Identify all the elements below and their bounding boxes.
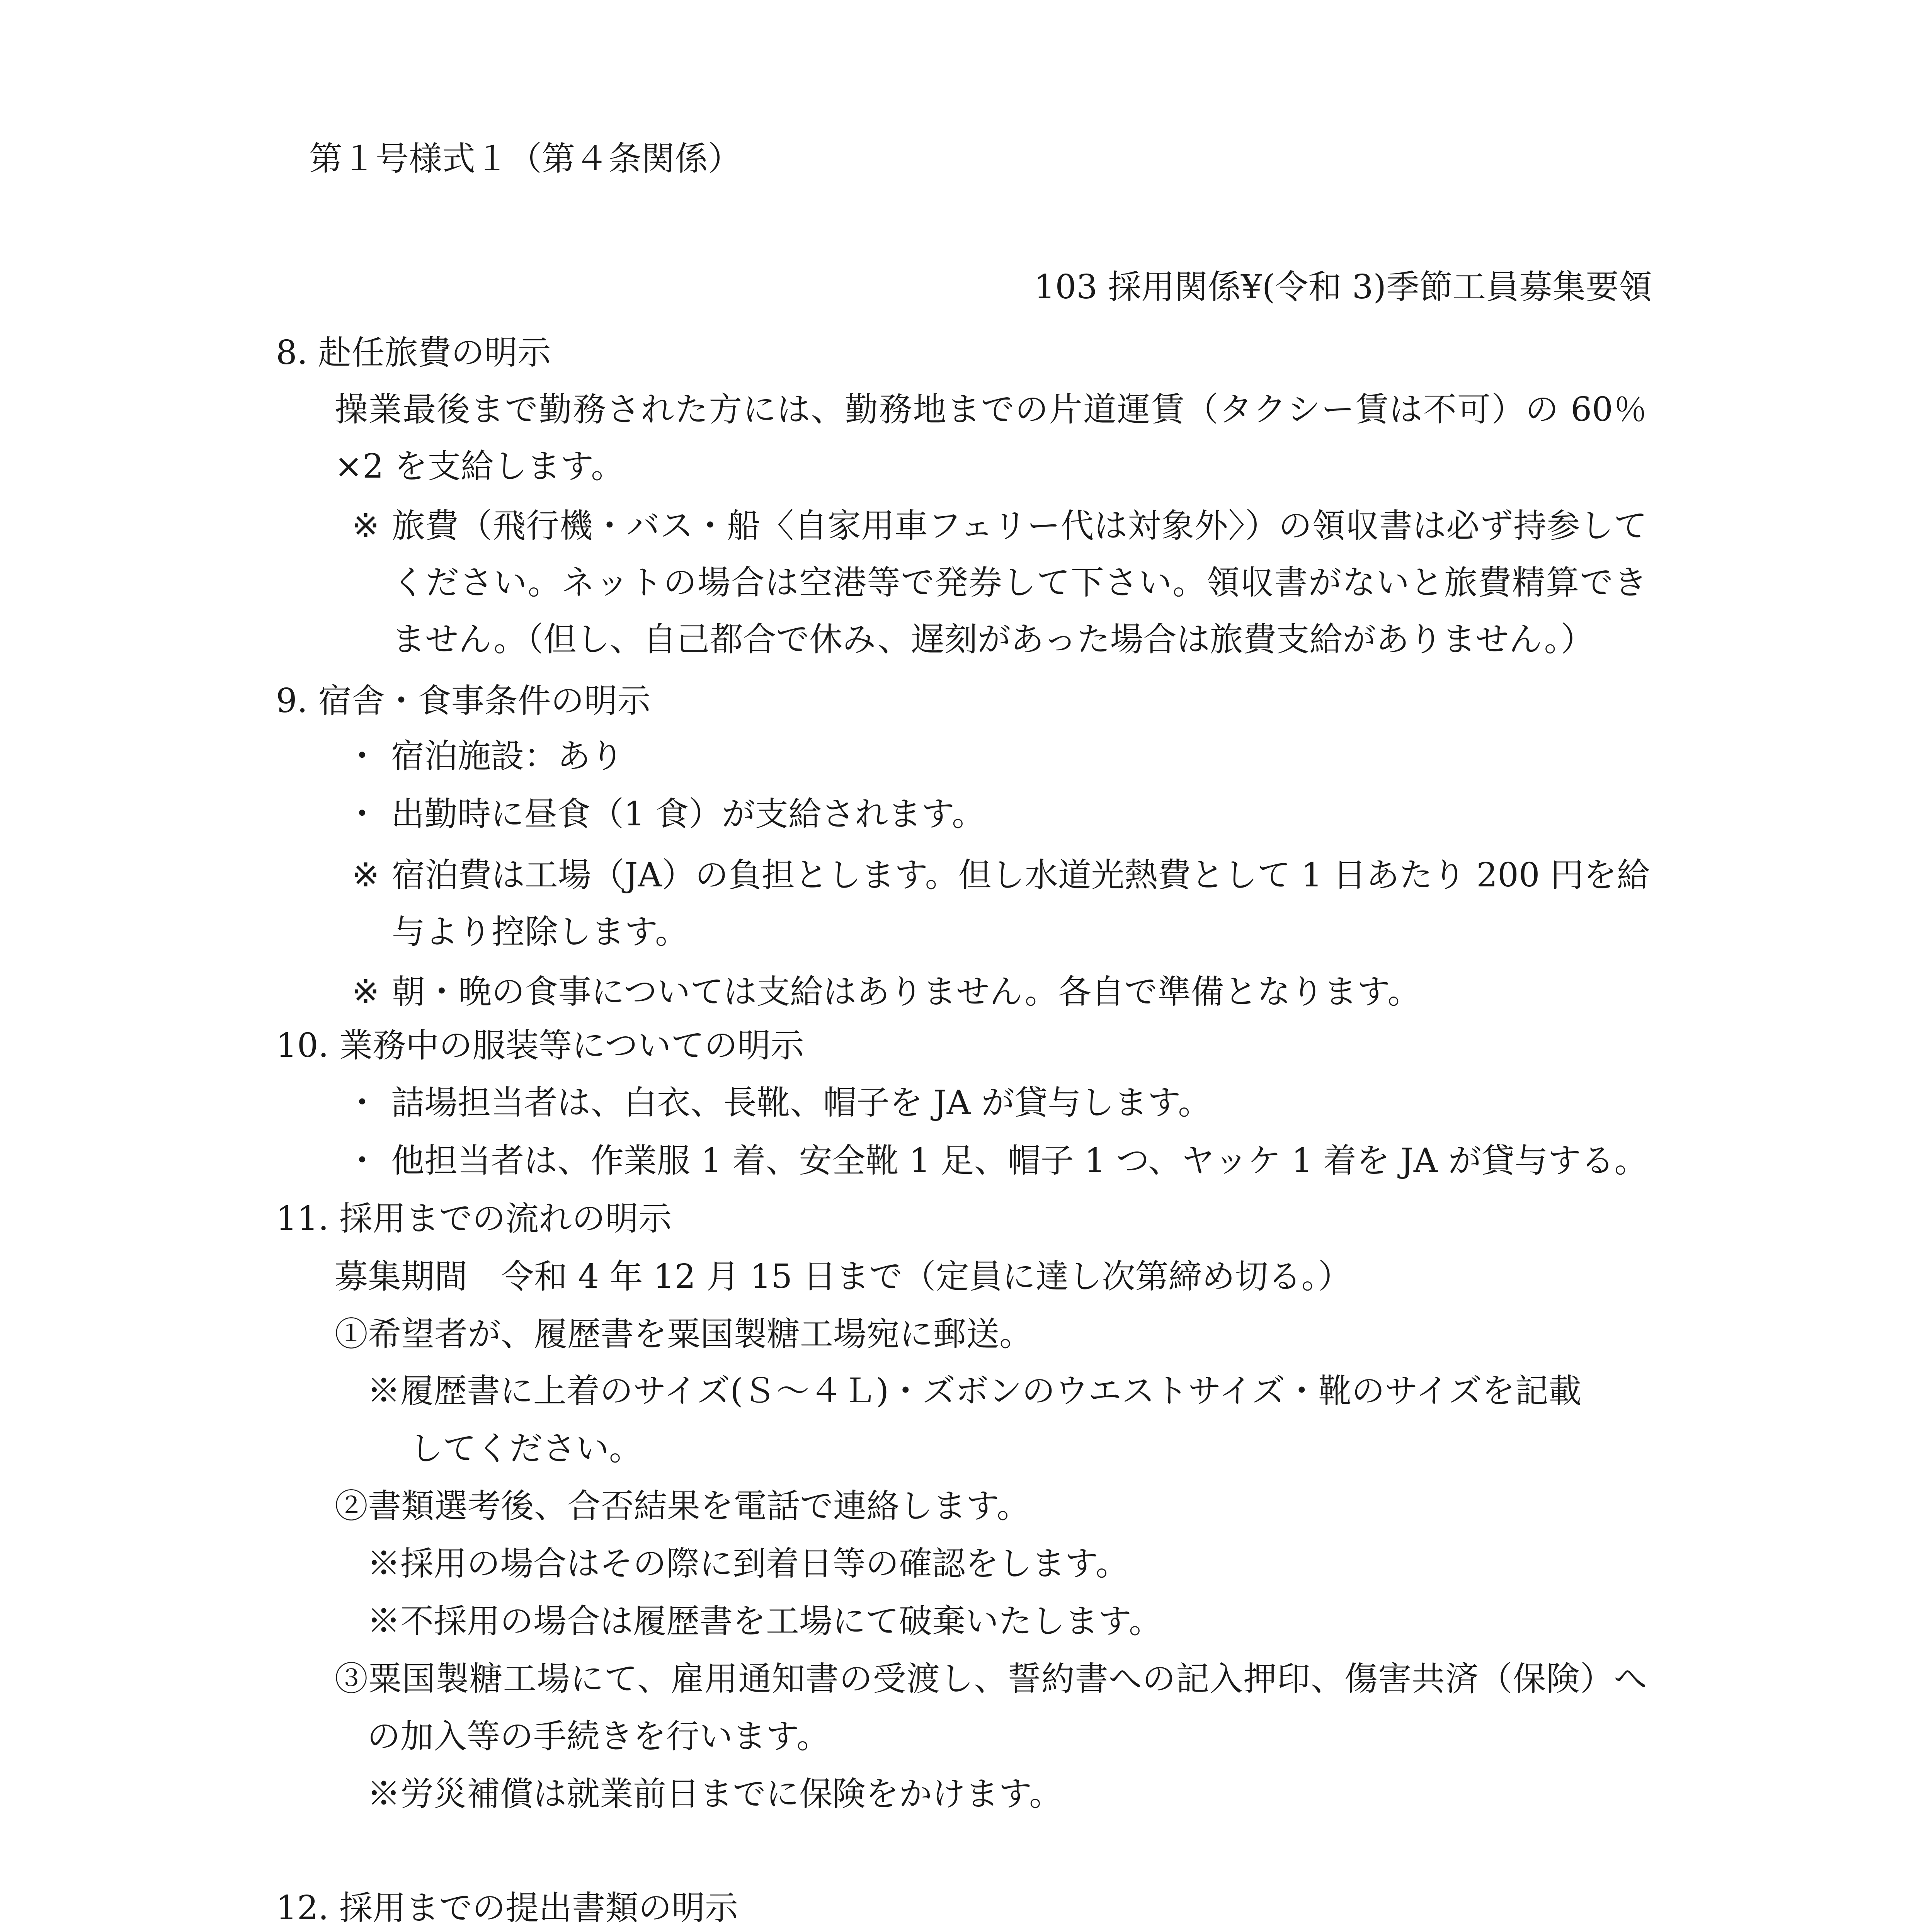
note-mark: ※ [352, 856, 380, 895]
section-9-heading: 9. 宿舎・食事条件の明示 [276, 682, 651, 720]
form-label: 第１号様式１（第４条関係） [309, 139, 741, 178]
section-10-heading: 10. 業務中の服装等についての明示 [276, 1026, 804, 1065]
section-9-item: 宿泊施設：あり [391, 737, 624, 776]
section-10-item: 他担当者は、作業服 1 着、安全靴 1 足、帽子 1 つ、ヤッケ 1 着を JA が貸与する。 [391, 1141, 1648, 1180]
section-8-heading: 8. 赴任旅費の明示 [276, 333, 551, 372]
bullet-mark: ・ [345, 1141, 379, 1180]
step-3: の加入等の手続きを行います。 [367, 1717, 830, 1756]
section-11-heading: 11. 採用までの流れの明示 [276, 1199, 672, 1238]
note-mark: ※ [352, 507, 380, 545]
step-2: ②書類選考後、合否結果を電話で連絡します。 [335, 1487, 1030, 1526]
step-3-note: ※労災補償は就業前日までに保険をかけます。 [367, 1775, 1063, 1813]
step-2-note: ※採用の場合はその際に到着日等の確認をします。 [367, 1544, 1129, 1583]
document-reference: 103 採用関係¥(令和 3)季節工員募集要領 [1034, 268, 1652, 306]
step-3: ③粟国製糖工場にて、雇用通知書の受渡し、誓約書への記入押印、傷害共済（保険）へ [335, 1660, 1647, 1698]
step-1: ①希望者が、履歴書を粟国製糖工場宛に郵送。 [335, 1315, 1033, 1354]
section-8-note-line: ください。ネットの場合は空港等で発券して下さい。領収書がないと旅費精算でき [392, 563, 1647, 602]
step-1-note: してください。 [410, 1429, 642, 1468]
note-mark: ※ [352, 973, 380, 1011]
step-2-note: ※不採用の場合は履歴書を工場にて破棄いたします。 [367, 1602, 1162, 1641]
section-9-item: 出勤時に昼食（1 食）が支給されます。 [391, 795, 985, 833]
bullet-mark: ・ [345, 737, 379, 776]
section-8-note-line: ません。（但し、自己都合で休み、遅刻があった場合は旅費支給がありません。） [392, 620, 1594, 659]
section-8-note-line: 旅費（飛行機・バス・船〈自家用車フェリー代は対象外〉）の領収書は必ず持参して [392, 507, 1647, 545]
section-12-heading: 12. 採用までの提出書類の明示 [276, 1889, 738, 1927]
bullet-mark: ・ [345, 1083, 379, 1122]
bullet-mark: ・ [345, 795, 379, 833]
recruitment-period: 募集期間 令和 4 年 12 月 15 日まで（定員に達し次第締め切る。） [335, 1257, 1351, 1296]
section-8-body-line: 操業最後まで勤務された方には、勤務地までの片道運賃（タクシー賃は不可）の 60％ [335, 390, 1647, 429]
section-9-note-line: 宿泊費は工場（JA）の負担とします。但し水道光熱費として 1 日あたり 200 円を給 [392, 856, 1650, 895]
section-9-note-line: 与より控除します。 [392, 913, 689, 951]
section-10-item: 詰場担当者は、白衣、長靴、帽子を JA が貸与します。 [391, 1083, 1212, 1122]
step-1-note: ※履歴書に上着のサイズ(Ｓ～４Ｌ)・ズボンのウエストサイズ・靴のサイズを記載 [367, 1372, 1582, 1410]
section-8-body-line: ×2 を支給します。 [335, 447, 624, 486]
section-9-note: 朝・晩の食事については支給はありません。各自で準備となります。 [392, 973, 1421, 1011]
